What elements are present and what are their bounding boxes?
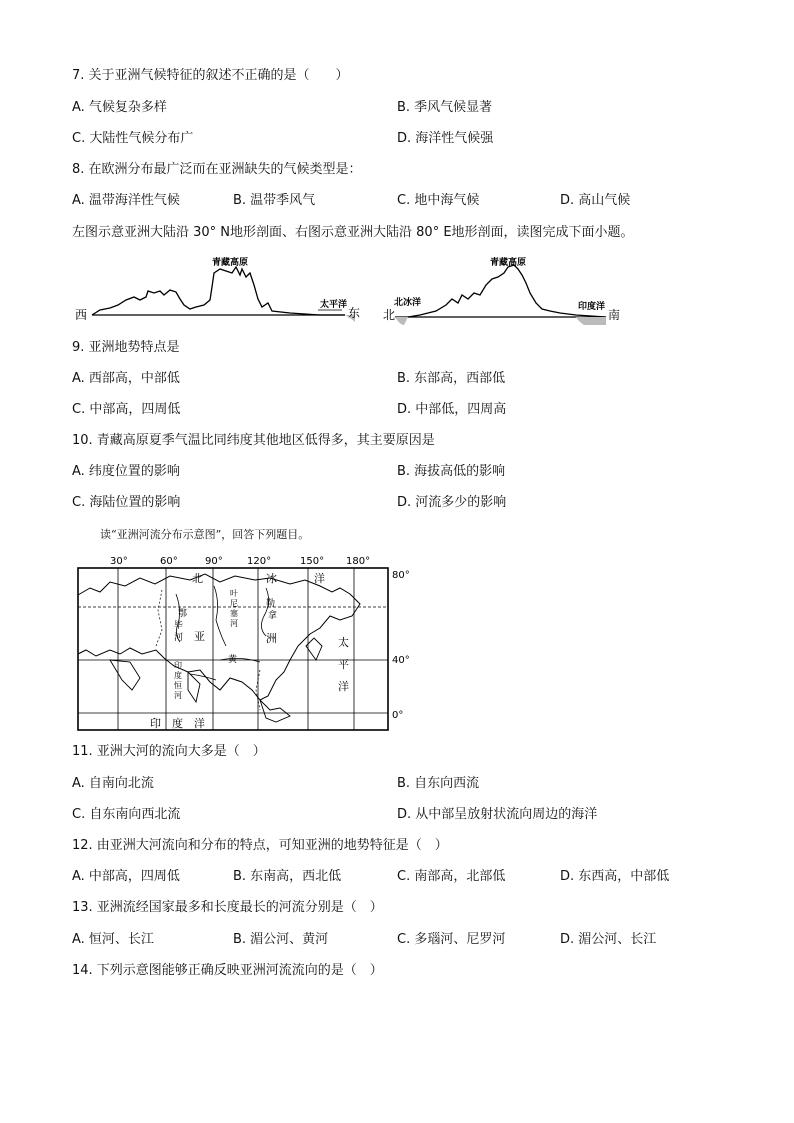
q10-option-c[interactable]: C. 海陆位置的影响	[72, 495, 181, 510]
asia-river-map	[70, 550, 490, 740]
label-ocean: 洋	[314, 572, 325, 585]
q7-option-a[interactable]: A. 气候复杂多样	[72, 100, 167, 115]
profile-right-south: 南	[608, 308, 621, 322]
profile-left-peak-label: 青藏高原	[212, 258, 249, 268]
q11-option-d[interactable]: D. 从中部呈放射状流向周边的海洋	[397, 807, 598, 822]
profile-right-sea-right: 印度洋	[578, 302, 606, 312]
lon-90: 90°	[205, 556, 223, 567]
label-ganges-1: 印	[174, 661, 182, 670]
q8-option-a[interactable]: A. 温带海洋性气候	[72, 193, 180, 208]
lon-60: 60°	[160, 556, 178, 567]
q11-option-b[interactable]: B. 自东向西流	[397, 776, 480, 791]
profile-left-west: 西	[75, 308, 88, 322]
label-huang: 黄	[228, 655, 238, 665]
label-pacific-2: 平	[338, 658, 349, 671]
question-8-stem: 8. 在欧洲分布最广泛而在亚洲缺失的气候类型是：	[72, 162, 362, 177]
lon-30: 30°	[110, 556, 128, 567]
profile-intro: 左图示意亚洲大陆沿 30° N地形剖面、右图示意亚洲大陆沿 80° E地形剖面，读图完成下面小题。	[72, 225, 634, 240]
lat-80: 80°	[392, 570, 410, 581]
q10-option-d[interactable]: D. 河流多少的影响	[397, 495, 507, 510]
profile-80e	[383, 256, 620, 325]
q11-option-c[interactable]: C. 自东南向西北流	[72, 807, 181, 822]
label-yenisei-1: 叶	[230, 589, 238, 598]
q9-option-c[interactable]: C. 中部高，四周低	[72, 402, 181, 417]
map-intro: 读“亚洲河流分布示意图”，回答下列题目。	[100, 528, 310, 541]
label-ice: 冰	[266, 572, 277, 585]
label-ganges-4: 河	[174, 691, 182, 700]
label-yenisei-2: 尼	[230, 599, 238, 608]
lat-0: 0°	[392, 710, 404, 721]
label-lena-2: 拿	[268, 611, 278, 621]
label-ob-2: 毕	[174, 621, 184, 631]
label-ob-1: 鄂	[178, 609, 188, 619]
q9-option-b[interactable]: B. 东部高，西部低	[397, 371, 506, 386]
q8-option-c[interactable]: C. 地中海气候	[397, 193, 480, 208]
profile-right-north: 北	[383, 308, 396, 322]
q9-option-d[interactable]: D. 中部低，四周高	[397, 402, 507, 417]
q10-option-a[interactable]: A. 纬度位置的影响	[72, 464, 180, 479]
question-9-stem: 9. 亚洲地势特点是	[72, 340, 180, 355]
label-ganges-2: 度	[174, 671, 182, 680]
label-ob-3: 河	[174, 633, 184, 643]
question-7-stem: 7. 关于亚洲气候特征的叙述不正确的是（ ）	[72, 68, 349, 83]
q10-option-b[interactable]: B. 海拔高低的影响	[397, 464, 506, 479]
label-pacific-1: 太	[338, 636, 349, 649]
label-lena-1: 勒	[266, 599, 276, 609]
q8-option-d[interactable]: D. 高山气候	[560, 193, 631, 208]
label-asia-2: 洲	[266, 632, 277, 645]
lon-180: 180°	[346, 556, 371, 567]
q12-option-b[interactable]: B. 东南高，西北低	[233, 869, 342, 884]
question-12-stem: 12. 由亚洲大河流向和分布的特点，可知亚洲的地势特征是（ ）	[72, 838, 448, 853]
terrain-profiles	[0, 255, 794, 345]
label-north: 北	[192, 572, 203, 585]
q12-option-d[interactable]: D. 东西高，中部低	[560, 869, 670, 884]
q13-option-b[interactable]: B. 湄公河、黄河	[233, 932, 329, 947]
q11-option-a[interactable]: A. 自南向北流	[72, 776, 154, 791]
question-10-stem: 10. 青藏高原夏季气温比同纬度其他地区低得多，其主要原因是	[72, 433, 435, 448]
q7-option-c[interactable]: C. 大陆性气候分布广	[72, 131, 194, 146]
q9-option-a[interactable]: A. 西部高，中部低	[72, 371, 180, 386]
question-14-stem: 14. 下列示意图能够正确反映亚洲河流流向的是（ ）	[72, 963, 383, 978]
q7-option-d[interactable]: D. 海洋性气候强	[397, 131, 494, 146]
label-pacific-3: 洋	[338, 680, 349, 693]
lat-40: 40°	[392, 655, 410, 666]
q8-option-b[interactable]: B. 温带季风气	[233, 193, 316, 208]
profile-30n	[75, 256, 360, 322]
label-ganges-3: 恒	[174, 681, 182, 690]
q12-option-a[interactable]: A. 中部高，四周低	[72, 869, 180, 884]
lon-120: 120°	[247, 556, 272, 567]
q12-option-c[interactable]: C. 南部高，北部低	[397, 869, 506, 884]
q7-option-b[interactable]: B. 季风气候显著	[397, 100, 493, 115]
lon-150: 150°	[300, 556, 325, 567]
q13-option-c[interactable]: C. 多瑙河、尼罗河	[397, 932, 506, 947]
profile-left-east: 东	[348, 306, 361, 320]
q13-option-a[interactable]: A. 恒河、长江	[72, 932, 154, 947]
profile-right-peak-label: 青藏高原	[490, 258, 527, 268]
label-yenisei-4: 河	[230, 619, 238, 628]
question-11-stem: 11. 亚洲大河的流向大多是（ ）	[72, 744, 266, 759]
label-indian-ocean: 印 度 洋	[150, 717, 205, 730]
profile-left-sea: 太平洋	[320, 300, 348, 310]
q13-option-d[interactable]: D. 湄公河、长江	[560, 932, 657, 947]
label-yenisei-3: 塞	[230, 609, 238, 618]
question-13-stem: 13. 亚洲流经国家最多和长度最长的河流分别是（ ）	[72, 900, 383, 915]
label-asia-1: 亚	[194, 630, 205, 643]
profile-right-sea-left: 北冰洋	[394, 298, 422, 308]
